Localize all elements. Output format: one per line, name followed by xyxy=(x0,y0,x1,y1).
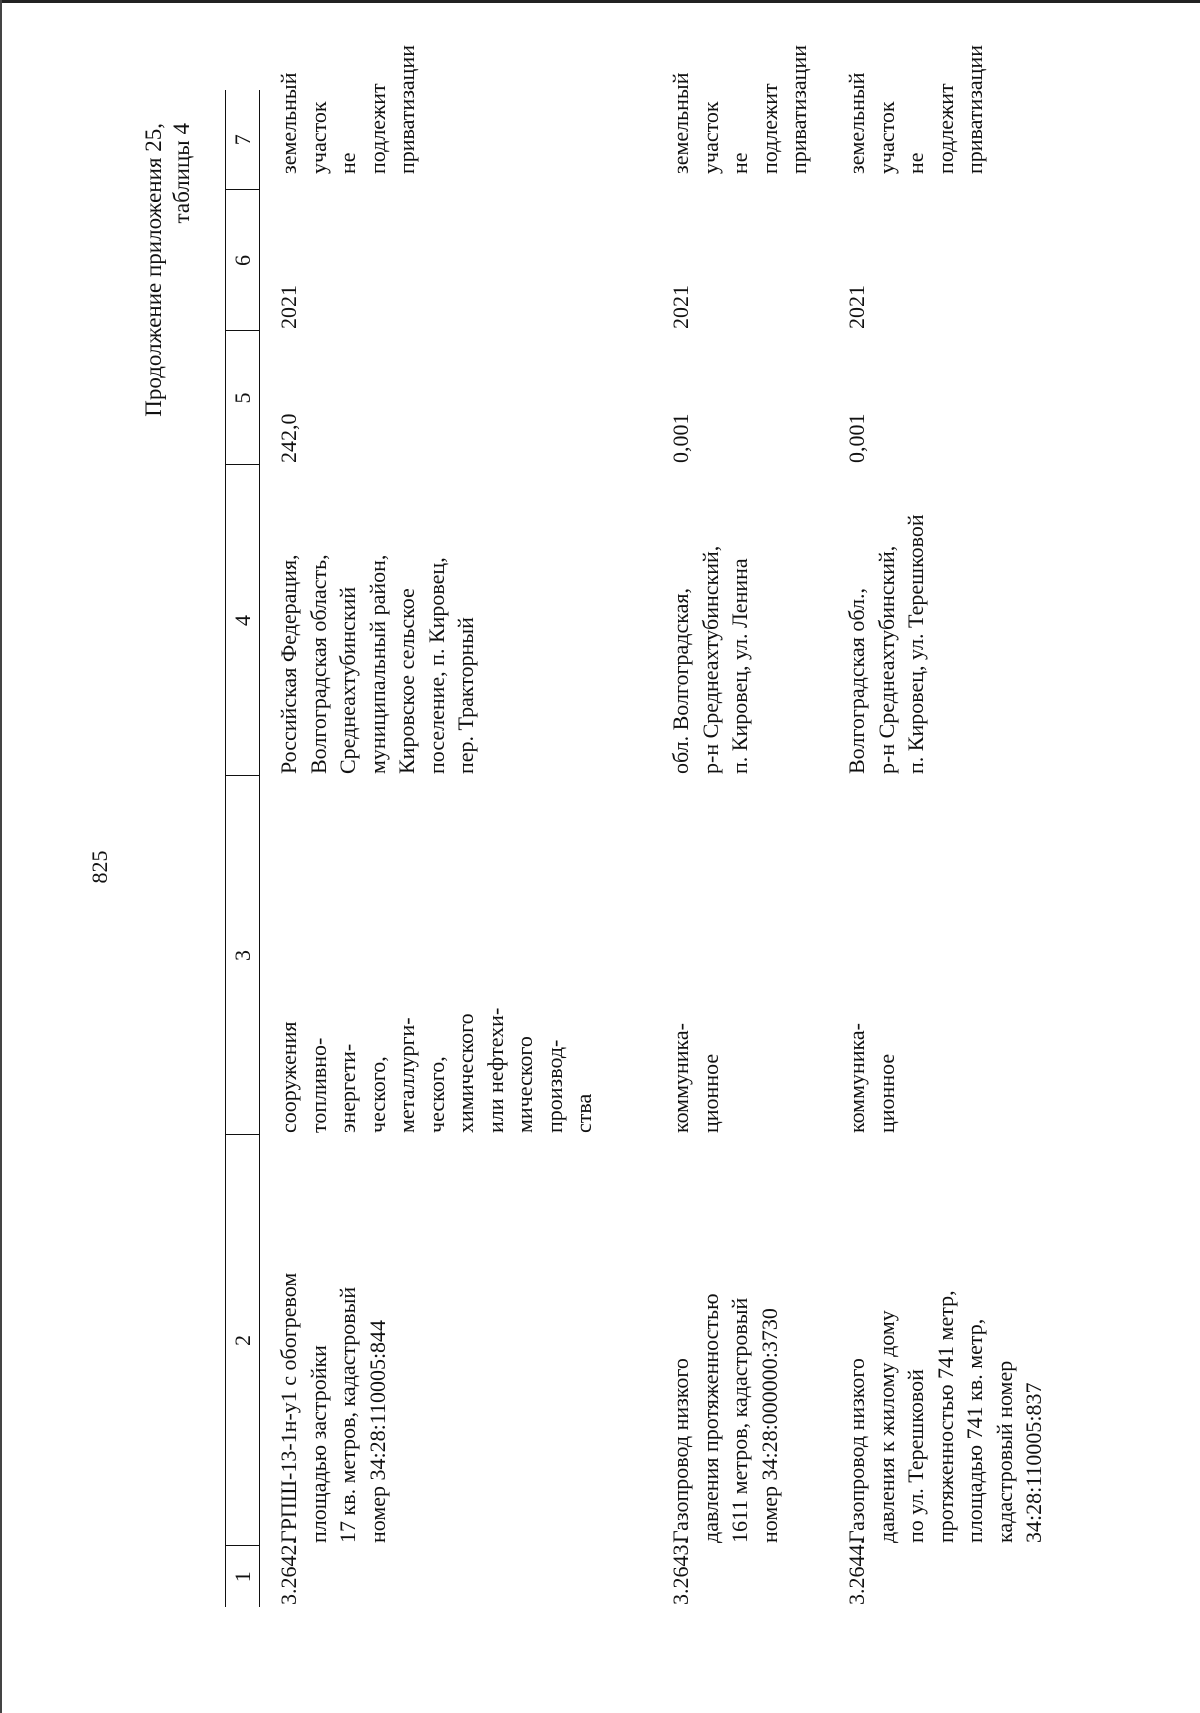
type-line: ционное xyxy=(873,1053,899,1133)
note-line: земельный xyxy=(668,72,693,174)
type-line: энергети- xyxy=(335,1043,360,1133)
table-row xyxy=(260,90,631,1607)
cell-type xyxy=(630,776,816,1135)
continuation-line-2: таблицы 4 xyxy=(169,123,194,224)
page-number: 825 xyxy=(87,850,112,884)
name-line: ГРПШ-13-1н-у1 с обогревом xyxy=(276,1272,301,1543)
name-line: 17 кв. метров, кадастровый xyxy=(335,1286,360,1543)
note-line: участок xyxy=(697,101,723,174)
cell-year: 2021 xyxy=(276,285,301,329)
table-row xyxy=(816,90,1082,1607)
note-line: земельный xyxy=(844,72,869,174)
type-line: коммуника- xyxy=(668,1023,693,1133)
cell-name xyxy=(816,1135,1082,1607)
cell-value: 0,001 xyxy=(668,413,693,463)
note-line: приватизации xyxy=(786,44,811,174)
cell-note xyxy=(630,44,816,190)
type-line: металлурги- xyxy=(394,1017,419,1133)
cell-type xyxy=(260,776,631,1135)
name-line: 1611 метров, кадастровый xyxy=(727,1297,752,1543)
name-line: давления протяженностью xyxy=(697,1293,723,1543)
name-line: Газопровод низкого xyxy=(668,1358,693,1543)
address-line: пер. Тракторный xyxy=(453,617,478,774)
name-line: кадастровый номер xyxy=(991,1360,1017,1543)
type-line: производ- xyxy=(541,1039,567,1133)
note-line: земельный xyxy=(276,72,301,174)
note-line: приватизации xyxy=(962,44,987,174)
name-line: номер 34:28:110005:844 xyxy=(364,1319,390,1543)
continuation-line-1: Продолжение приложения 25, xyxy=(141,123,166,417)
cell-value: 0,001 xyxy=(844,413,869,463)
name-line: протяженностью 741 метр, xyxy=(932,1290,958,1543)
type-line: или нефтехи- xyxy=(482,1007,508,1133)
row-number-and-name-line xyxy=(666,1137,696,1605)
property-table-wrapper xyxy=(225,44,1070,1607)
address-line: Волгоградская обл., xyxy=(844,588,869,774)
header-col-6: 6 xyxy=(226,190,260,331)
address-line: п. Кировец, ул. Терешковой xyxy=(903,514,928,774)
cell-note xyxy=(260,44,631,190)
name-line: по ул. Терешковой xyxy=(903,1369,928,1543)
note-line: не подлежит xyxy=(903,83,958,174)
address-line: Волгоградская область, xyxy=(305,554,331,774)
note-line: участок xyxy=(873,101,899,174)
header-col-3: 3 xyxy=(226,776,260,1135)
note-line: участок xyxy=(305,101,331,174)
header-col-7: 7 xyxy=(226,90,260,190)
cell-address xyxy=(816,465,1082,776)
type-line: коммуника- xyxy=(844,1023,869,1133)
address-line: р-н Среднеахтубинский, xyxy=(697,545,723,774)
header-col-1: 1 xyxy=(226,1546,260,1607)
note-line: не подлежит xyxy=(335,83,390,174)
address-line: Кировское сельское xyxy=(394,588,419,774)
note-line: приватизации xyxy=(394,44,419,174)
continuation-note xyxy=(140,123,196,563)
name-line: площадью 741 кв. метр, xyxy=(962,1318,987,1543)
name-line: номер 34:28:000000:3730 xyxy=(756,1308,782,1543)
cell-name xyxy=(630,1135,816,1607)
header-col-5: 5 xyxy=(226,331,260,465)
cell-name xyxy=(260,1135,631,1607)
type-line: ческого, xyxy=(364,1056,390,1133)
address-line: Российская Федерация, xyxy=(276,554,301,774)
type-line: сооружения xyxy=(276,1021,301,1133)
header-col-2: 2 xyxy=(226,1135,260,1546)
row-number-and-name-line xyxy=(274,1272,304,1605)
address-line: п. Кировец, ул. Ленина xyxy=(727,558,752,774)
row-number-and-name-line xyxy=(842,1137,872,1605)
type-line: ционное xyxy=(697,1053,723,1133)
address-line: обл. Волгоградская, xyxy=(668,588,693,774)
name-line: 34:28:110005:837 xyxy=(1021,1382,1046,1543)
type-line: ческого, xyxy=(423,1056,449,1133)
property-table xyxy=(225,44,1082,1607)
address-line: р-н Среднеахтубинский, xyxy=(873,545,899,774)
name-line: давления к жилому дому xyxy=(873,1310,899,1543)
cell-year: 2021 xyxy=(668,285,693,329)
table-header-row xyxy=(226,90,260,1607)
cell-value: 242,0 xyxy=(276,413,301,463)
header-col-4: 4 xyxy=(226,465,260,776)
table-row xyxy=(630,90,816,1607)
row-number: 3.2643. xyxy=(668,1539,693,1605)
cell-year: 2021 xyxy=(844,285,869,329)
cell-address xyxy=(630,465,816,776)
name-line: Газопровод низкого xyxy=(844,1358,869,1543)
row-number: 3.2642. xyxy=(276,1539,301,1605)
type-line: химического xyxy=(453,1013,478,1133)
row-number: 3.2644. xyxy=(844,1539,869,1605)
note-line: не подлежит xyxy=(727,83,782,174)
cell-type xyxy=(816,776,1082,1135)
type-line: мического xyxy=(512,1036,537,1133)
cell-note xyxy=(816,44,1082,190)
address-line: Среднеахтубинский xyxy=(335,586,360,774)
address-line: муниципальный район, xyxy=(364,554,390,774)
type-line: топливно- xyxy=(305,1037,331,1133)
address-line: поселение, п. Кировец, xyxy=(423,557,449,774)
type-line: ства xyxy=(571,1093,596,1133)
cell-address xyxy=(260,465,631,776)
name-line: площадью застройки xyxy=(305,1345,331,1543)
